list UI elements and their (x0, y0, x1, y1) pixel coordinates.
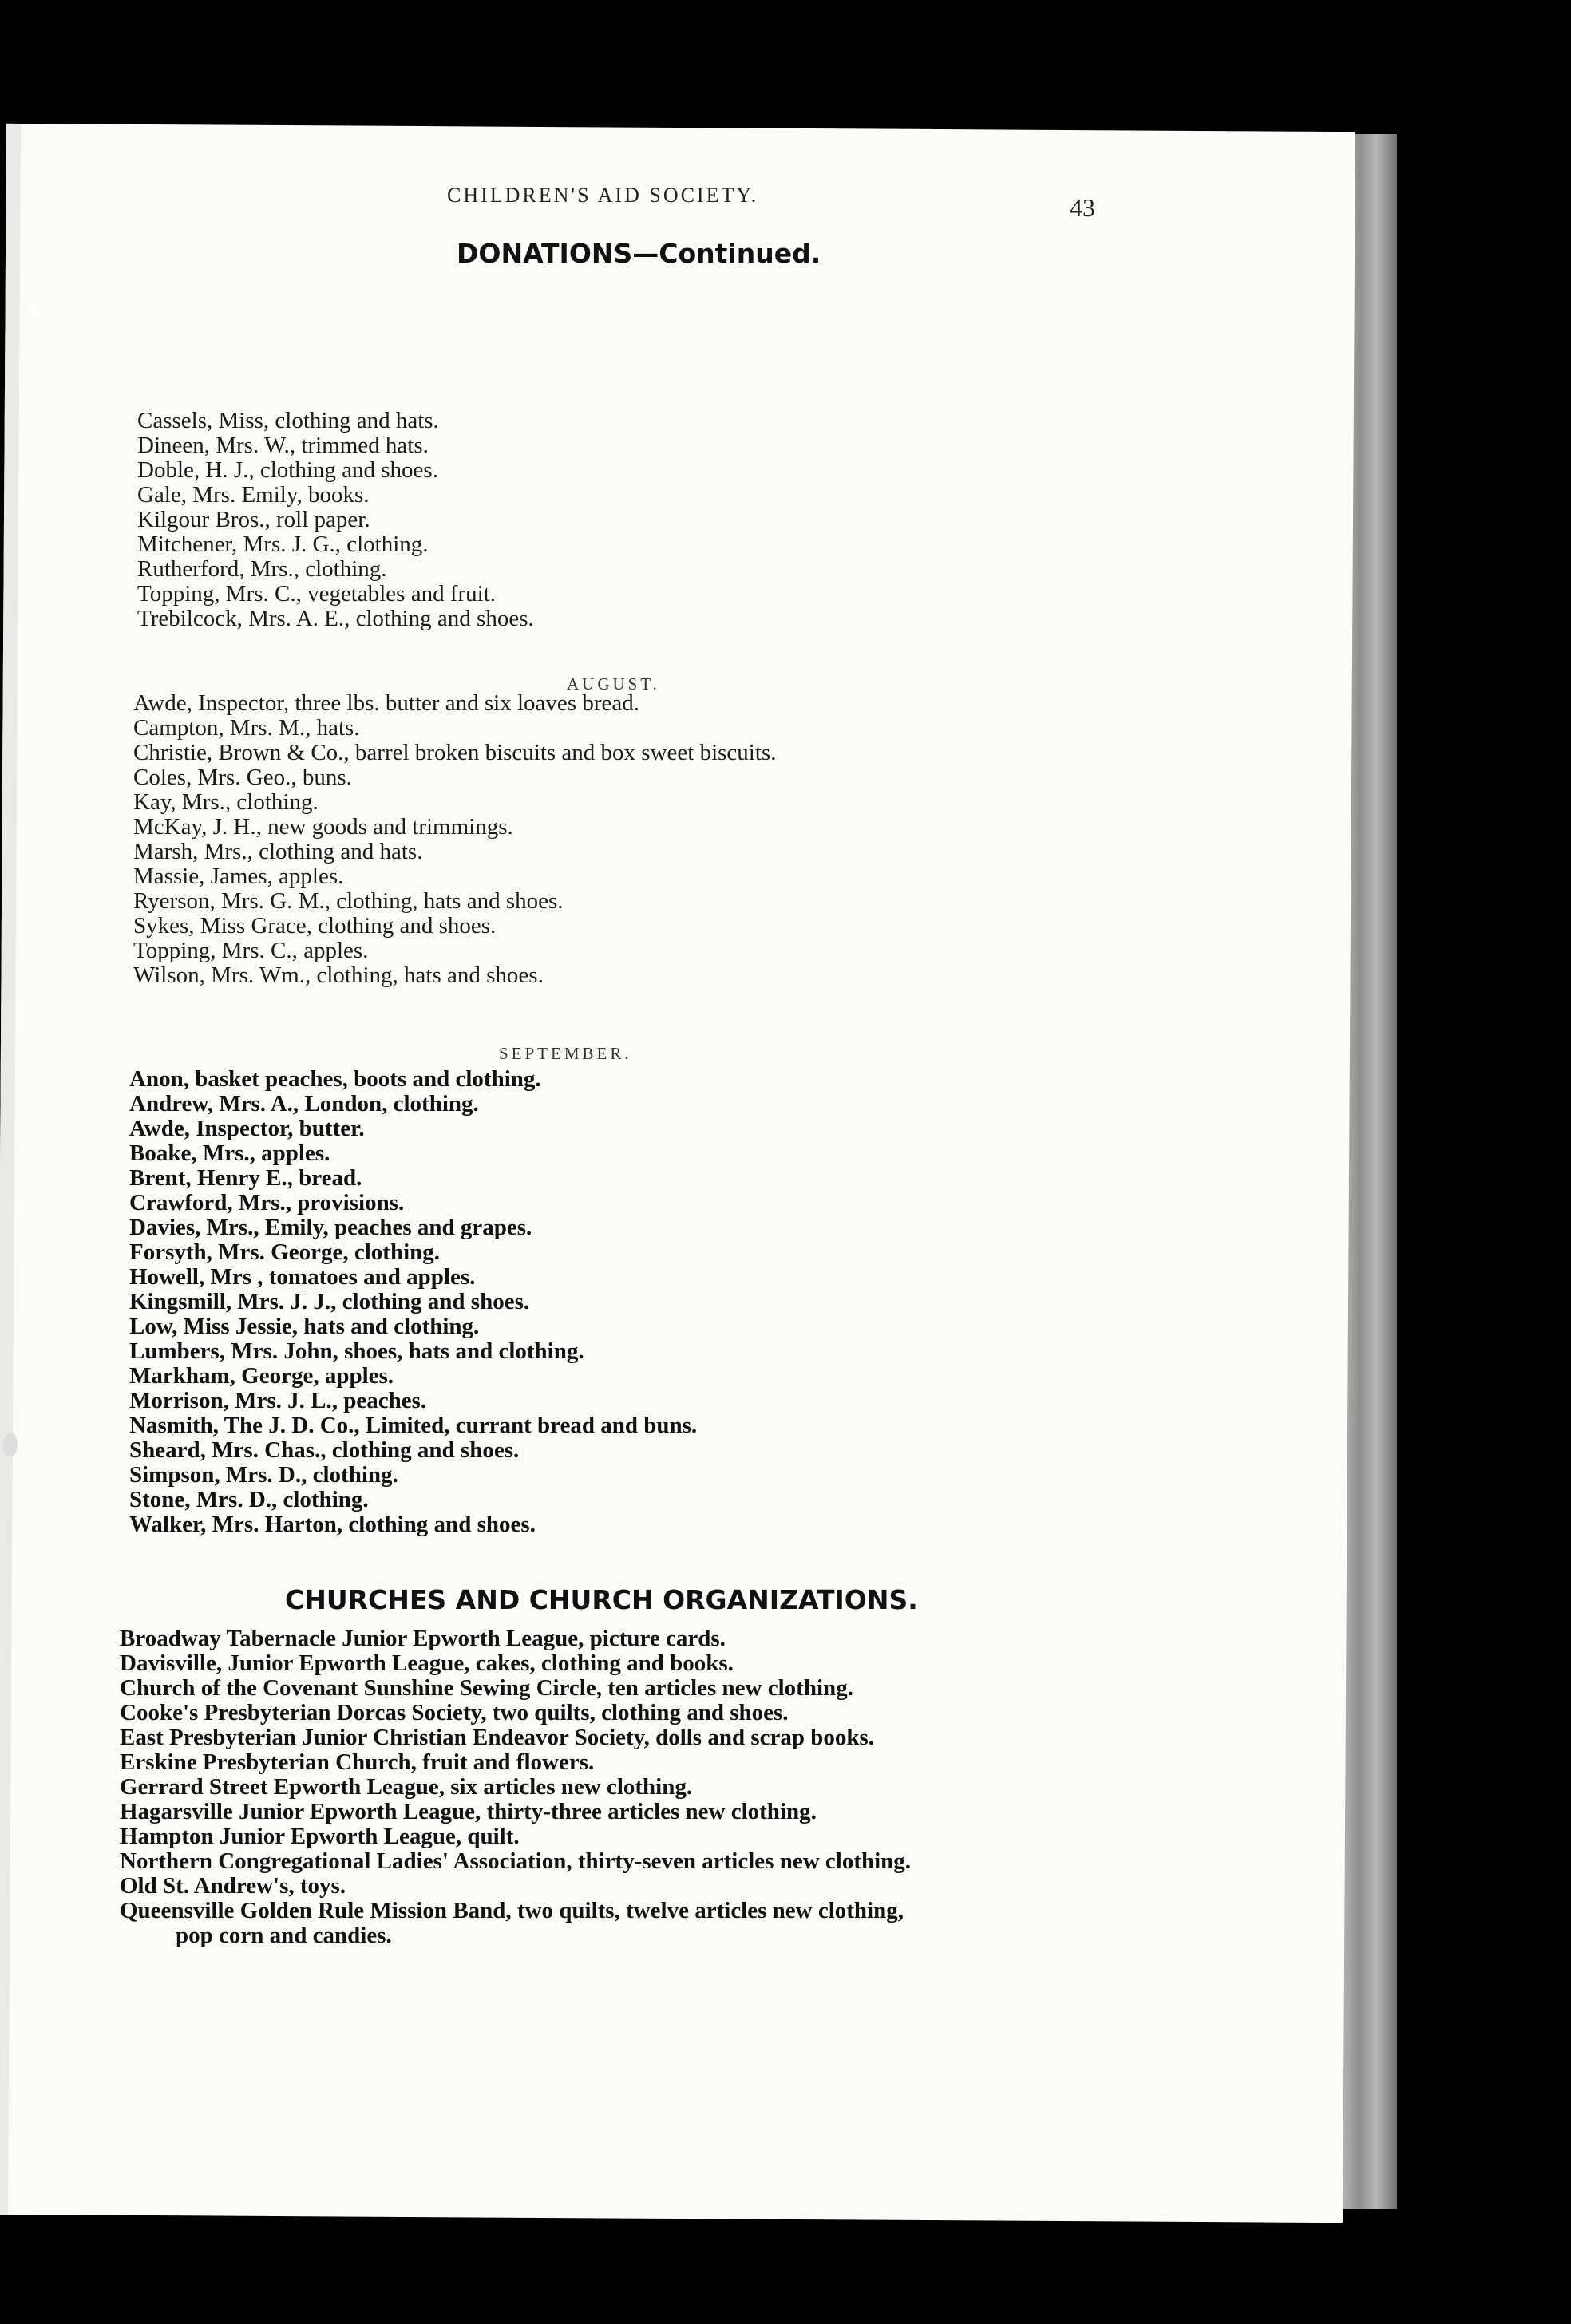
list-item: Cooke's Presbyterian Dorcas Society, two quilts, clothing and shoes. (120, 1700, 789, 1725)
list-item: Andrew, Mrs. A., London, clothing. (129, 1091, 479, 1117)
list-item: Old St. Andrew's, toys. (120, 1873, 346, 1899)
dust-speck (30, 307, 37, 317)
list-item: Markham, George, apples. (129, 1363, 394, 1389)
list-item: Sykes, Miss Grace, clothing and shoes. (133, 913, 497, 939)
list-item: Gerrard Street Epworth League, six articles new clothing. (120, 1774, 693, 1800)
list-item: Low, Miss Jessie, hats and clothing. (129, 1314, 480, 1339)
list-item: Kingsmill, Mrs. J. J., clothing and shoes. (129, 1289, 530, 1314)
list-item: Coles, Mrs. Geo., buns. (133, 765, 352, 790)
churches-list (120, 1626, 911, 1948)
page-margin (0, 124, 21, 2215)
list-item: East Presbyterian Junior Christian Endeavor Society, dolls and scrap books. (120, 1725, 875, 1750)
september-heading: SEPTEMBER. (499, 1044, 632, 1063)
list-item: Massie, James, apples. (133, 864, 344, 889)
list-item: Nasmith, The J. D. Co., Limited, currant bread and buns. (129, 1413, 698, 1438)
list-item: Hampton Junior Epworth League, quilt. (120, 1824, 520, 1849)
list-item: Awde, Inspector, butter. (129, 1116, 365, 1141)
list-item: Sheard, Mrs. Chas., clothing and shoes. (129, 1437, 520, 1463)
list-item: Erskine Presbyterian Church, fruit and flowers. (120, 1749, 595, 1775)
list-item: Ryerson, Mrs. G. M., clothing, hats and shoes. (133, 888, 564, 914)
donations-list (137, 409, 534, 631)
list-item: Awde, Inspector, three lbs. butter and six loaves bread. (133, 690, 639, 716)
list-item: Walker, Mrs. Harton, clothing and shoes. (129, 1512, 536, 1537)
list-item: Morrison, Mrs. J. L., peaches. (129, 1388, 427, 1413)
list-item: Lumbers, Mrs. John, shoes, hats and clothing. (129, 1338, 584, 1364)
list-item: Boake, Mrs., apples. (129, 1140, 330, 1166)
list-item: McKay, J. H., new goods and trimmings. (133, 814, 513, 840)
list-item: Trebilcock, Mrs. A. E., clothing and shoes. (137, 606, 534, 631)
list-item: Christie, Brown & Co., barrel broken biscuits and box sweet biscuits. (133, 740, 777, 765)
list-item: Queensville Golden Rule Mission Band, two quilts, twelve articles new clothing, (120, 1898, 904, 1923)
september-list (129, 1067, 697, 1537)
page-number: 43 (1070, 193, 1095, 222)
list-item: Broadway Tabernacle Junior Epworth League, picture cards. (120, 1626, 726, 1651)
list-item: Church of the Covenant Sunshine Sewing Circle, ten articles new clothing. (120, 1675, 853, 1701)
list-item: Topping, Mrs. C., vegetables and fruit. (137, 581, 497, 607)
list-item: Davisville, Junior Epworth League, cakes, clothing and books. (120, 1650, 734, 1676)
list-item: Doble, H. J., clothing and shoes. (137, 457, 438, 483)
list-item: Hagarsville Junior Epworth League, thirty-three articles new clothing. (120, 1799, 817, 1824)
list-item: Dineen, Mrs. W., trimmed hats. (137, 433, 429, 458)
list-item: Davies, Mrs., Emily, peaches and grapes. (129, 1215, 532, 1240)
list-item: Kay, Mrs., clothing. (133, 789, 319, 815)
list-item: Gale, Mrs. Emily, books. (137, 482, 370, 508)
donations-title: DONATIONS—Continued. (457, 238, 821, 269)
list-item: Mitchener, Mrs. J. G., clothing. (137, 532, 429, 557)
list-item: Brent, Henry E., bread. (129, 1165, 362, 1191)
churches-title: CHURCHES AND CHURCH ORGANIZATIONS. (285, 1584, 918, 1615)
running-head: CHILDREN'S AID SOCIETY. (447, 184, 759, 207)
list-item: Wilson, Mrs. Wm., clothing, hats and shoes. (133, 962, 544, 988)
list-item: Kilgour Bros., roll paper. (137, 507, 370, 532)
list-item-continuation: pop corn and candies. (176, 1923, 392, 1948)
august-heading: AUGUST. (567, 674, 660, 694)
list-item: Marsh, Mrs., clothing and hats. (133, 839, 423, 864)
list-item: Anon, basket peaches, boots and clothing. (129, 1066, 541, 1092)
dust-speck (3, 1433, 18, 1456)
list-item: Campton, Mrs. M., hats. (133, 715, 360, 741)
list-item: Rutherford, Mrs., clothing. (137, 556, 387, 582)
list-item: Simpson, Mrs. D., clothing. (129, 1462, 398, 1488)
list-item: Crawford, Mrs., provisions. (129, 1190, 405, 1215)
list-item: Cassels, Miss, clothing and hats. (137, 408, 439, 433)
list-item: Topping, Mrs. C., apples. (133, 938, 369, 963)
list-item: Howell, Mrs , tomatoes and apples. (129, 1264, 476, 1290)
list-item: Forsyth, Mrs. George, clothing. (129, 1239, 441, 1265)
august-list (133, 691, 776, 988)
dust-speck (20, 1149, 25, 1153)
list-item: Northern Congregational Ladies' Association, thirty-seven articles new clothing. (120, 1848, 912, 1874)
list-item: Stone, Mrs. D., clothing. (129, 1487, 369, 1512)
